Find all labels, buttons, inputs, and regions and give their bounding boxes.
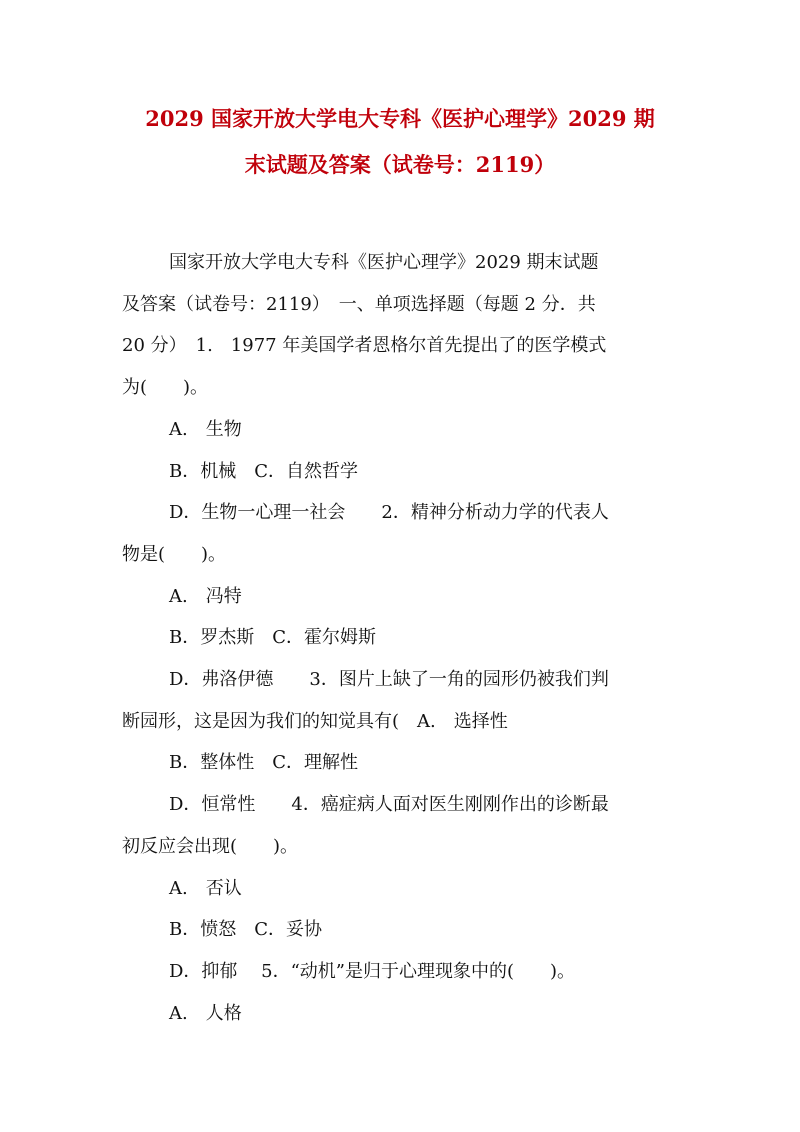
q1-option-b-c: B．机械 C．自然哲学 [169,460,358,482]
question-1-line-2: 为( )。 [122,377,209,399]
intro-line-1: 国家开放大学电大专科《医护心理学》2029 期末试题 [169,252,599,273]
question-1-line-1: 20 分） 1. 1977 年美国学者恩格尔首先提出了的医学模式 [122,335,607,357]
q2-option-a: A. 冯特 [169,585,242,607]
question-4-line-2: 初反应会出现( )。 [122,835,299,857]
title-line-2: 末试题及答案（试卷号：2119） [244,152,556,177]
document-title [110,96,690,188]
title-line-1: 2029 国家开放大学电大专科《医护心理学》2029 期 [145,106,655,131]
question-3-line-2: 断园形，这是因为我们的知觉具有( A. 选择性 [122,710,508,732]
question-2-line-2: 物是( )。 [122,543,227,565]
q2-option-d-question-3: D．弗洛伊德 3．图片上缺了一角的园形仍被我们判 [169,669,609,691]
q1-option-d-question-2: D．生物一心理一社会 2．精神分析动力学的代表人 [169,502,609,524]
q5-option-a: A. 人格 [169,1002,242,1024]
q3-option-d-question-4: D．恒常性 4．癌症病人面对医生刚刚作出的诊断最 [169,794,609,816]
intro-line-2: 及答案（试卷号：2119） 一、单项选择题（每题 2 分．共 [122,293,596,315]
document-body [122,242,682,1034]
q4-option-b-c: B．愤怒 C．妥协 [169,919,322,941]
q3-option-b-c: B．整体性 C．理解性 [169,752,358,774]
q1-option-a: A. 生物 [169,418,242,440]
q2-option-b-c: B．罗杰斯 C．霍尔姆斯 [169,627,376,649]
q4-option-a: A. 否认 [169,877,242,899]
q4-option-d-question-5: D．抑郁 5．“动机”是归于心理现象中的( )。 [169,960,576,982]
